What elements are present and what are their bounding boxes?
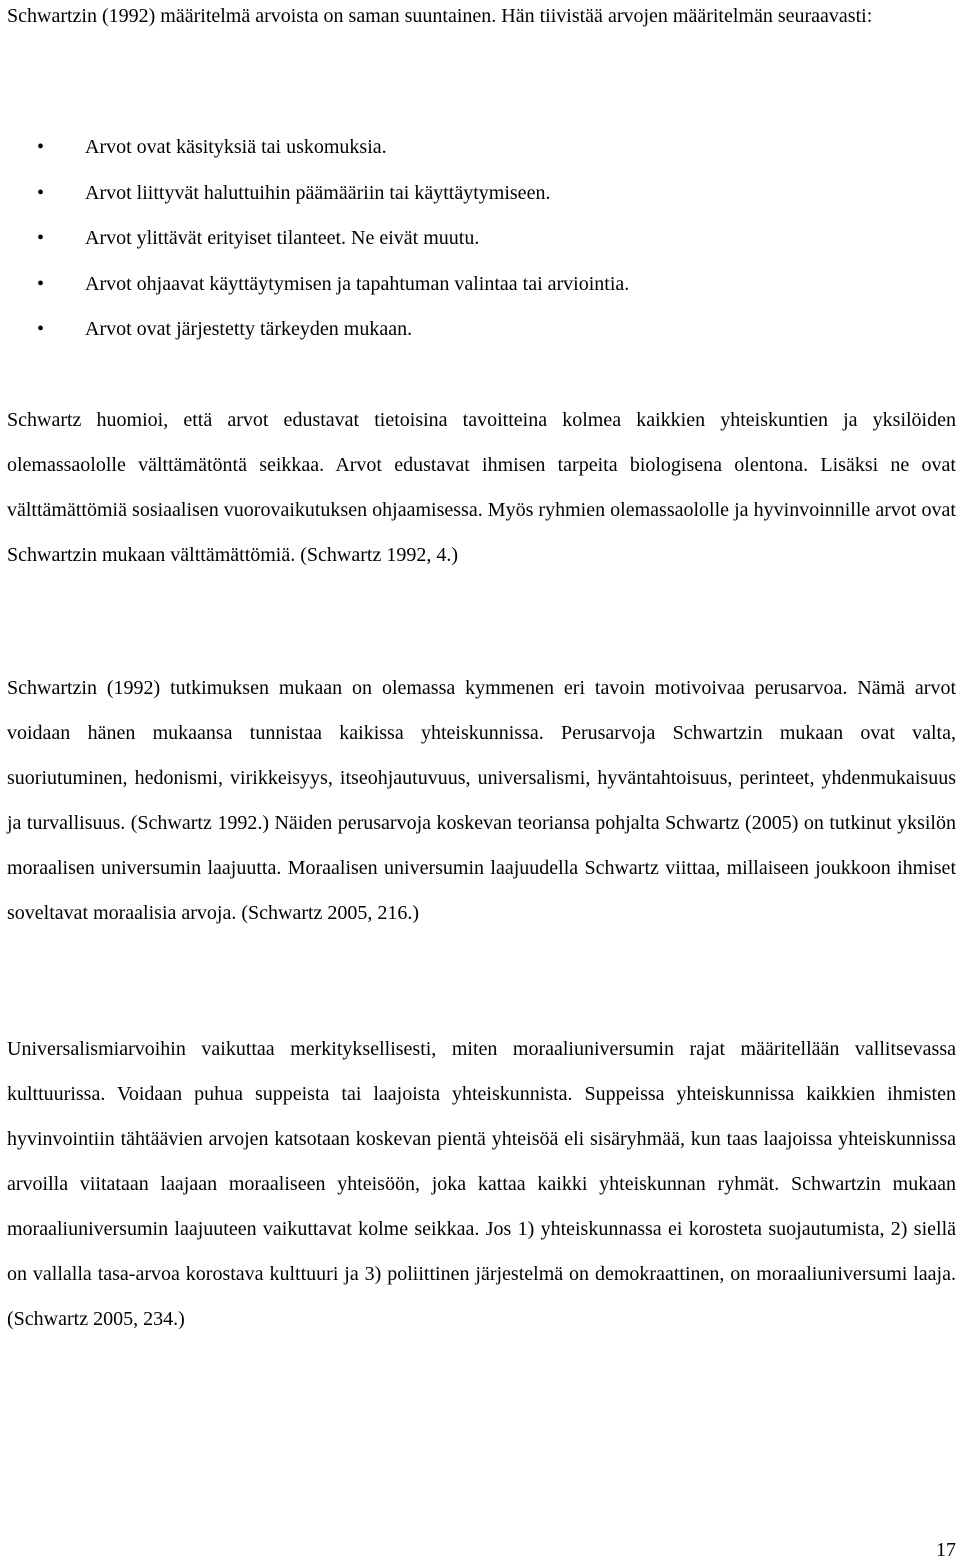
body-paragraph: Schwartzin (1992) tutkimuksen mukaan on olemassa kymmenen eri tavoin motivoivaa perusarvoa. Nämä arvot voidaan hänen mukaansa tunnistaa kaikissa yhteiskunnissa. Perusarvoja Schwartzin mukaan ovat valta, suoriutuminen, hedonismi, virikkeisyys, itseohjautuvuus, universalismi, hyväntahtoisuus, perinteet, yhdenmukaisuus ja turvallisuus. (Schwartz 1992.) Näiden perusarvoja koskevan teoriansa pohjalta Schwartz (2005) on tutkinut yksilön moraalisen universumin laajuutta. Moraalisen universumin laajuudella Schwartz viittaa, millaiseen joukkoon ihmiset soveltavat moraalisia arvoja. (Schwartz 2005, 216.) <box>7 677 956 924</box>
body-paragraph: Schwartz huomioi, että arvot edustavat tietoisina tavoitteina kolmea kaikkien yhteiskuntien ja yksilöiden olemassaololle välttämätöntä seikkaa. Arvot edustavat ihmisen tarpeita biologisena olentona. Lisäksi ne ovat välttämättömiä sosiaalisen vuorovaikutuksen ohjaamisessa. Myös ryhmien olemassaololle ja hyvinvoinnille arvot ovat Schwartzin mukaan välttämättömiä. (Schwartz 1992, 4.) <box>7 409 956 566</box>
body-paragraph: Universalismiarvoihin vaikuttaa merkityksellisesti, miten moraaliuniversumin rajat määritellään vallitsevassa kulttuurissa. Voidaan puhua suppeista tai laajoista yhteiskunnista. Suppeissa yhteiskunnissa kaikkien ihmisten hyvinvointiin tähtäävien arvojen katsotaan koskevan pientä yhteisöä eli sisäryhmää, kun taas laajoissa yhteiskunnissa arvoilla viitataan laajaan moraaliseen yhteisöön, joka kattaa kaikki yhteiskunnan ryhmät. Schwartzin mukaan moraaliuniversumin laajuuteen vaikuttavat kolme seikkaa. Jos 1) yhteiskunnassa ei korosteta suojautumista, 2) siellä on vallalla tasa-arvoa korostava kulttuuri ja 3) poliittinen järjestelmä on demokraattinen, on moraaliuniversumi laaja. (Schwartz 2005, 234.) <box>7 1038 956 1330</box>
bullet-icon: • <box>37 272 45 295</box>
list-item <box>7 125 956 171</box>
list-item-text: Arvot ovat käsityksiä tai uskomuksia. <box>85 136 387 158</box>
list-item <box>7 216 956 262</box>
page-number: 17 <box>936 1539 956 1561</box>
values-definition-list <box>7 125 956 353</box>
bullet-icon: • <box>37 227 45 249</box>
list-item <box>7 171 956 217</box>
bullet-icon: • <box>37 318 45 340</box>
list-item <box>7 307 956 353</box>
list-item <box>7 262 956 308</box>
bullet-icon: • <box>37 136 45 158</box>
list-item-text: Arvot ovat järjestetty tärkeyden mukaan. <box>85 318 413 340</box>
list-item-text: Arvot ylittävät erityiset tilanteet. Ne eivät muutu. <box>85 227 480 249</box>
bullet-icon: • <box>37 181 45 204</box>
list-item-text: Arvot ohjaavat käyttäytymisen ja tapahtuman valintaa tai arviointia. <box>85 272 630 295</box>
intro-paragraph: Schwartzin (1992) määritelmä arvoista on saman suuntainen. Hän tiivistää arvojen määritelmän seuraavasti: <box>7 5 873 27</box>
list-item-text: Arvot liittyvät haluttuihin päämääriin tai käyttäytymiseen. <box>85 181 551 204</box>
